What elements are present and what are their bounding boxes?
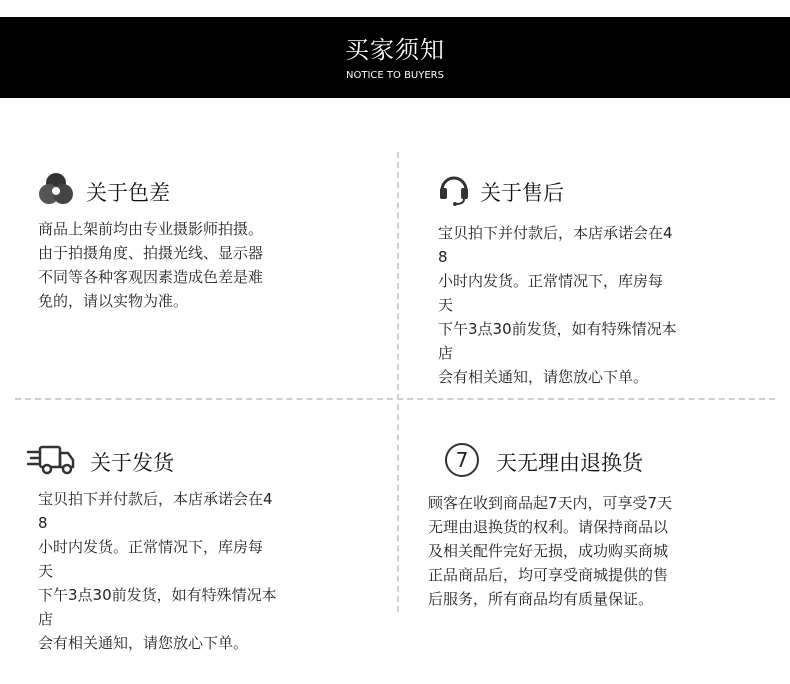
section-title: 天无理由退换货	[496, 451, 643, 475]
section-body	[38, 217, 263, 313]
delivery-truck-icon	[26, 443, 76, 475]
body-line: 会有相关通知，请您放心下单。	[38, 634, 249, 652]
return-icon-number: 7	[455, 448, 469, 472]
body-line: 下午3点30前发货，如有特殊情况本	[438, 320, 677, 338]
section-body	[438, 221, 677, 389]
body-line: 天	[38, 562, 54, 580]
body-line: 后服务，所有商品均有质量保证。	[428, 590, 654, 608]
body-line: 无理由退换货的权利。请保持商品以	[428, 518, 669, 536]
body-line: 正品商品后，均可享受商城提供的售	[428, 566, 669, 584]
body-line: 8	[438, 248, 448, 266]
body-line: 宝贝拍下并付款后，本店承诺会在4	[438, 224, 673, 242]
section-body	[38, 487, 277, 655]
body-line: 8	[38, 514, 48, 532]
headset-icon	[438, 172, 470, 206]
horizontal-divider	[15, 398, 775, 400]
body-line: 下午3点30前发货，如有特殊情况本	[38, 586, 277, 604]
notice-header	[0, 17, 790, 98]
body-line: 会有相关通知，请您放心下单。	[438, 368, 649, 386]
body-line: 店	[438, 344, 454, 362]
color-circles-icon	[38, 172, 74, 206]
body-line: 由于拍摄角度、拍摄光线、显示器	[38, 244, 264, 262]
body-line: 宝贝拍下并付款后，本店承诺会在4	[38, 490, 273, 508]
section-body	[428, 491, 672, 611]
seven-day-return-icon	[444, 442, 480, 478]
header-subtitle: NOTICE TO BUYERS	[346, 70, 444, 81]
section-title: 关于发货	[90, 451, 174, 475]
body-line: 小时内发货。正常情况下，库房每	[438, 272, 664, 290]
body-line: 店	[38, 610, 54, 628]
body-line: 顾客在收到商品起7天内，可享受7天	[428, 494, 673, 512]
body-line: 小时内发货。正常情况下，库房每	[38, 538, 264, 556]
vertical-divider	[397, 152, 399, 612]
section-title: 关于色差	[86, 181, 170, 205]
body-line: 不同等各种客观因素造成色差是难	[38, 268, 264, 286]
body-line: 及相关配件完好无损，成功购买商城	[428, 542, 669, 560]
body-line: 商品上架前均由专业摄影师拍摄。	[38, 220, 264, 238]
header-title: 买家须知	[345, 36, 445, 64]
body-line: 天	[438, 296, 454, 314]
body-line: 免的，请以实物为准。	[38, 292, 189, 310]
section-title: 关于售后	[480, 181, 564, 205]
